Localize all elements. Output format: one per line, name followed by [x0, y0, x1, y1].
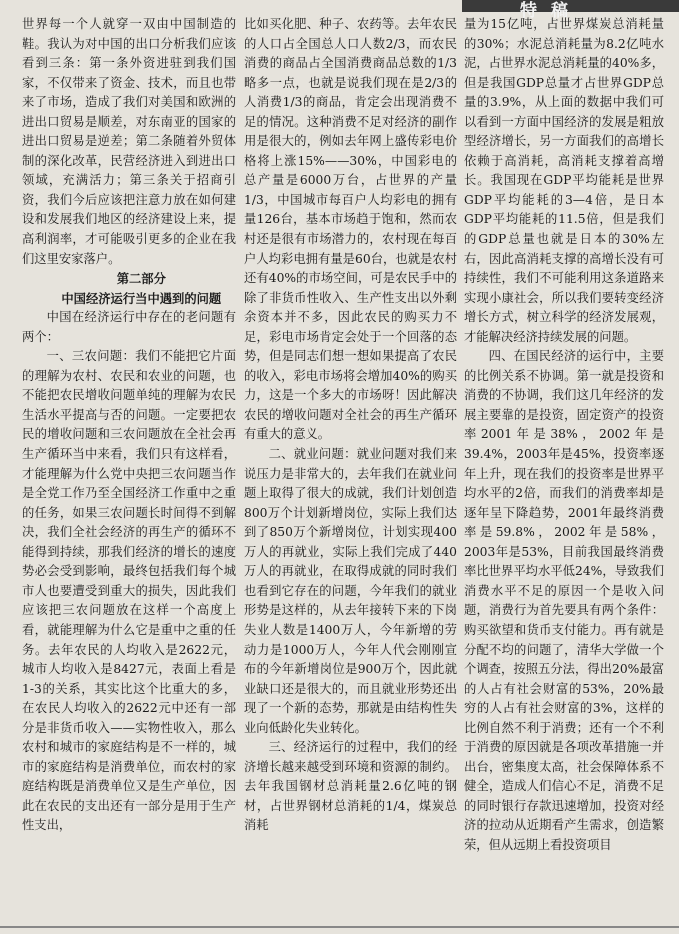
bottom-rule — [0, 926, 679, 928]
text-column-2 — [244, 15, 457, 927]
paragraph: 量为15亿吨，占世界煤炭总消耗量的30%；水泥总消耗量为8.2亿吨水泥，占世界水泥总消耗量的40%多，但是我国GDP总量才占世界GDP总量的3.9%，从上面的数据中我们可以看到一方面中国经济的发展是粗放型经济增长，另一方面我们的高增长依赖于高消耗，高消耗支撑着高增长。我国现在GDP平均能耗是世界GDP平均能耗的3—4倍，是日本GDP平均能耗的11.5倍，但是我们的GDP总量也就是日本的30%左右，因此高消耗支撑的高增长没有可持续性，我们不可能利用这条道路来实现小康社会，所以我们要转变经济增长方式，树立科学的经济发展观，才能解决经济持续发展的问题。 — [464, 17, 664, 344]
paragraph: 世界每一个人就穿一双由中国制造的鞋。我认为对中国的出口分析我们应该看到三条：第一条外资进驻到我们国家，不仅带来了资金、技术，而且也带来了市场，造成了我们对美国和欧洲的进出口贸易是顺差，对东南亚的国家的进出口贸易是逆差；第二条随着外贸体制的深化改革，民营经济进入到进出口领域，充满活力；第三条关于招商引资，我们今后应该把注意力放在如何建设和发展我们地区的经济建设上来，提高利润率，才可能吸引更多的企业在我们这里安家落户。 — [22, 17, 236, 266]
text-column-3 — [464, 15, 664, 913]
text-column-1 — [22, 15, 236, 927]
paragraph: 比如买化肥、种子、农药等。去年农民的人口占全国总人口人数2/3，而农民消费的商品占全国消费商品总数的1/3略多一点，也就是说我们现在是2/3的人消费1/3的商品，肯定会出现消费不足的情况。这种消费不足对经济的副作用是很大的，例如去年网上盛传彩电价格将上涨15%——30%，中国彩电的总产量是6000万台，占世界的产量1/3，中国城市每百户人均彩电的拥有量126台，基本市场趋于饱和，然而农村还是很有市场潜力的，农村现在每百户人均彩电拥有量是60台，也就是农村还有40%的市场空间，可是农民手中的除了非货币性收入、生产性支出以外剩余资本并不多，因此农民的购买力不足，彩电市场肯定会处于一个回落的态势，但是同志们想一想如果提高了农民的收入，彩电市场将会增加40%的购买力，这是一个多大的市场呀！因此解决农民的增收问题对全社会的再生产循环有重大的意义。 — [244, 17, 457, 442]
paragraph: 三、经济运行的过程中，我们的经济增长越来越受到环境和资源的制约。去年我国钢材总消耗量2.6亿吨的钢材，占世界钢材总消耗的1/4，煤炭总消耗 — [244, 740, 457, 833]
paragraph: 中国在经济运行中存在的老问题有两个： — [22, 310, 236, 344]
section-heading: 第二部分 — [116, 271, 166, 287]
subsection-heading: 中国经济运行当中遇到的问题 — [61, 290, 222, 306]
paragraph: 二、就业问题：就业问题对我们来说压力是非常大的，去年我们在就业问题上取得了很大的成就，我们计划创造800万个计划新增岗位，实际上我们达到了850万个新增岗位，计划实现400万人的再就业，实际上我们完成了440万人的再就业，在取得成就的同时我们也看到它存在的问题，今年我们的就业形势是这样的，从去年接转下来的下岗失业人数是1400万人，今年新增的劳动力是1000万人，今年人代会刚刚宣布的今年新增岗位是900万个，因此就业缺口还是很大的，而且就业形势还出现了一个新的态势，那就是由结构性失业向低龄化失业转化。 — [244, 447, 457, 735]
paragraph: 一、三农问题：我们不能把它片面的理解为农村、农民和农业的问题，也不能把农民增收问题单纯的理解为农民生活水平提高与否的问题。一定要把农民的增收问题和三农问题放在全社会再生产循环当中来看，我们只有这样看，才能理解为什么党中央把三农问题当作是全党工作乃至全国经济工作重中之重的任务，如果三农问题长时间得不到解决，我们全社会经济的再生产的循环不能得到持续，那我们经济的增长的速度势必会受到影响，最终包括我们每个城市人也要遭受到重大的损失，因此我们应该把三农问题放在这样一个高度上看，就能理解为什么它是重中之重的任务。去年农民的人均收入是2622元，城市人均收入是8427元，表面上看是1-3的关系，其实比这个比重大的多，在农民人均收入的2622元中还有一部分是非货币收入——实物性收入，那么农村和城市的家庭结构是不一样的，城市的家庭结构是消费单位，而农村的家庭结构既是消费单位又是生产单位，因此在农民的支出还有一部分是用于生产性支出， — [22, 349, 236, 833]
paragraph: 四、在国民经济的运行中，主要的比例关系不协调。第一就是投资和消费的不协调，我们这几年经济的发展主要靠的是投资，固定资产的投资率2001年是38%，2002年是39.4%，2003年是45%，投资率逐年上升，现在我们的投资率是世界平均水平的2倍，而我们的消费率却是逐年呈下降趋势，2001年最终消费率是59.8%，2002年是58%，2003年是53%，目前我国最终消费率比世界平均水平低24%，导致我们消费水平不足的原因一个是收入问题，消费行为首先要具有两个条件：购买欲望和货币支付能力。再有就是分配不均的问题了，清华大学做一个个调查，按照五分法，得出20%最富的人占有社会财富的53%，20%最穷的人占有社会财富的3%，这样的比例自然不利于消费；还有一个不利于消费的原因就是各项改革措施一并出台，密集度太高，社会保障体系不健全，造成人们信心不足，消费不足的同时银行存款迅速增加，投资对经济的拉动从近期看产生需求，创造繁荣，但从远期上看投资项目 — [464, 349, 664, 852]
section-header-title: 特稿 — [520, 1, 582, 21]
